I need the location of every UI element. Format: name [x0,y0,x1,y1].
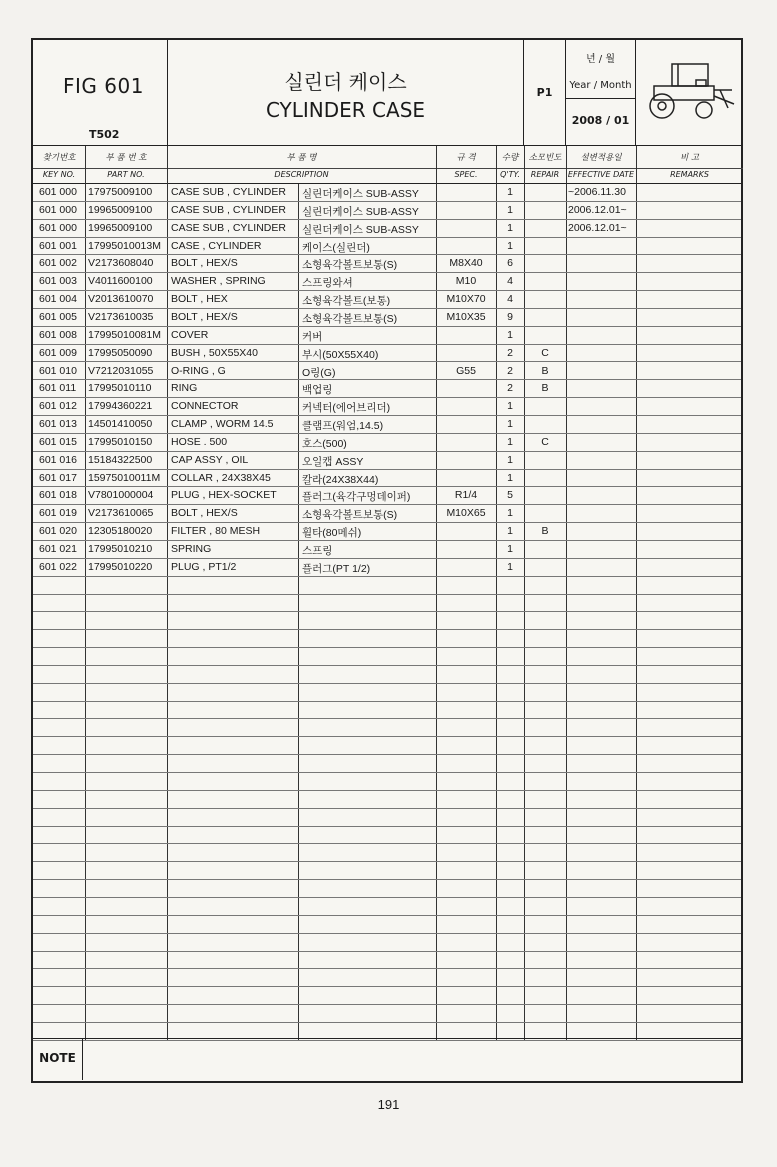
table-row [33,559,741,577]
cell-desc: COLLAR , 24X38X45 [171,471,271,484]
col-remarks-en: REMARKS [670,170,709,179]
col-part-en: PART NO. [107,170,145,179]
cell-kr: 케이스(실린더) [302,241,370,254]
cell-key: 601 000 [39,203,77,216]
cell-qty: 1 [507,418,513,431]
cell-spec: R1/4 [454,489,478,502]
cell-desc: PLUG , PT1/2 [171,560,237,573]
cell-part: 17995010110 [88,382,152,395]
cell-part: V2173610065 [88,507,154,520]
cell-qty: 2 [507,346,513,359]
cell-part: V7801000004 [88,489,154,502]
col-desc-kr: 부 품 명 [286,153,317,163]
year-month-value: 2008 / 01 [571,114,630,127]
cell-kr: 커버 [302,330,323,343]
col-repair-kr: 소모빈도 [528,153,562,163]
empty-row [33,648,741,666]
cell-qty: 1 [507,435,513,448]
empty-row [33,773,741,791]
cell-repair: C [541,435,549,448]
table-row [33,184,741,202]
cell-qty: 2 [507,382,513,395]
cell-qty: 1 [507,507,513,520]
cell-desc: PLUG , HEX-SOCKET [171,489,277,502]
cell-part: 17995050090 [88,346,153,359]
table-row [33,238,741,256]
col-effective-date [566,146,636,184]
col-qty [496,146,524,184]
cell-key: 601 015 [39,435,77,448]
col-part-kr: 부 품 번 호 [105,153,147,163]
cell-part: 17995010150 [88,435,153,448]
cell-qty: 1 [507,525,513,538]
cell-kr: 실린더케이스 SUB-ASSY [302,188,419,200]
tractor-icon [642,60,736,126]
cell-key: 601 008 [39,328,77,341]
cell-key: 601 020 [39,525,77,538]
empty-row [33,755,741,773]
col-spec-kr: 규 격 [456,153,476,163]
col-part-no [85,146,167,184]
cell-qty: 4 [507,293,513,306]
col-spec-en: SPEC. [454,170,478,179]
cell-part: 17975009100 [88,186,153,198]
cell-qty: 1 [507,543,513,555]
cell-eff: 2006.12.01~ [568,203,627,216]
divider [566,98,635,99]
cell-key: 601 001 [39,239,77,252]
cell-key: 601 005 [39,310,77,323]
cell-part: 15184322500 [88,453,153,466]
cell-desc: CASE SUB , CYLINDER [171,221,286,234]
cell-repair: C [541,346,549,359]
fig-cell [33,40,168,146]
note-section [33,1038,741,1081]
cell-key: 601 021 [39,543,77,555]
cell-qty: 1 [507,560,513,573]
page-label: P1 [536,86,553,99]
cell-qty: 2 [507,364,513,377]
table-row [33,470,741,488]
cell-key: 601 002 [39,257,77,270]
cell-part: 17995010013M [88,239,161,252]
cell-part: 17995010081M [88,328,161,341]
table-row [33,327,741,345]
cell-key: 601 004 [39,293,77,306]
table-row [33,487,741,505]
empty-row [33,987,741,1005]
cell-key: 601 019 [39,507,77,520]
cell-kr: 스프링 [302,545,333,557]
cell-key: 601 010 [39,364,77,377]
cell-desc: BOLT , HEX/S [171,507,238,520]
cell-qty: 5 [507,489,513,502]
cell-part: 14501410050 [88,418,153,431]
cell-desc: CONNECTOR [171,400,239,413]
cell-part: V2173608040 [88,257,154,270]
col-key-en: KEY NO. [42,170,76,179]
empty-row [33,934,741,952]
cell-part: 12305180020 [88,525,153,538]
cell-qty: 1 [507,328,513,341]
empty-row [33,577,741,595]
table-row [33,220,741,238]
title-cell [168,40,524,146]
empty-row [33,880,741,898]
cell-kr: 백업링 [302,384,333,397]
cell-kr: 클램프(워엄,14.5) [302,420,384,433]
cell-qty: 9 [507,310,513,323]
empty-row [33,737,741,755]
cell-part: V2173610035 [88,310,154,323]
model-code: T502 [89,128,120,141]
cell-desc: CASE , CYLINDER [171,239,262,252]
cell-desc: COVER [171,328,209,341]
table-row [33,363,741,381]
cell-key: 601 012 [39,400,77,413]
cell-part: V4011600100 [88,275,153,288]
cell-spec: M10X35 [446,310,486,323]
cell-eff: ~2006.11.30 [568,186,626,198]
table-row [33,380,741,398]
page-number: 191 [377,1097,400,1112]
cell-repair: B [541,382,549,395]
cell-key: 601 016 [39,453,77,466]
empty-row [33,916,741,934]
cell-kr: 스프링와셔 [302,277,353,290]
col-qty-kr: 수량 [501,153,519,163]
table-row [33,398,741,416]
cell-desc: BOLT , HEX/S [171,310,238,323]
col-description [167,146,436,184]
col-repair [524,146,566,184]
cell-desc: BUSH , 50X55X40 [171,346,258,359]
cell-key: 601 003 [39,275,77,288]
cell-kr: 소형육각볼트보통(S) [302,509,398,522]
column-header-row [33,146,741,184]
cell-spec: M10X65 [446,507,486,520]
empty-row [33,684,741,702]
empty-row [33,844,741,862]
col-repair-en: REPAIR [530,170,560,179]
cell-spec: M10X70 [446,293,486,306]
cell-key: 601 011 [39,382,77,395]
col-eff-en: EFFECTIVE DATE [567,170,635,179]
cell-kr: 오일캡 ASSY [302,455,364,468]
cell-kr: 호스(500) [302,437,347,450]
col-spec [436,146,496,184]
sheet-header [33,40,741,146]
empty-row [33,720,741,738]
cell-part: 17995010210 [88,543,153,555]
empty-row [33,952,741,970]
title-korean: 실린더 케이스 [284,70,407,94]
table-row [33,291,741,309]
table-row [33,452,741,470]
empty-row [33,969,741,987]
table-row [33,505,741,523]
cell-qty: 1 [507,203,513,216]
cell-qty: 1 [507,186,513,198]
cell-key: 601 013 [39,418,77,431]
cell-part: 17994360221 [88,400,153,413]
cell-qty: 1 [507,221,513,234]
col-remarks-kr: 비 고 [679,153,700,163]
cell-key: 601 017 [39,471,77,484]
cell-desc: CLAMP , WORM 14.5 [171,418,274,431]
cell-eff: 2006.12.01~ [568,221,627,234]
cell-part: 17995010220 [88,560,153,573]
empty-row [33,666,741,684]
cell-desc: FILTER , 80 MESH [171,525,261,538]
fig-number: FIG 601 [63,74,144,98]
table-row [33,541,741,559]
cell-desc: CAP ASSY , OIL [171,453,249,466]
page-cell [524,40,566,146]
table-row [33,255,741,273]
cell-kr: 플러그(육각구멍데이퍼) [302,491,411,504]
cell-spec: G55 [456,364,476,377]
cell-key: 601 000 [39,186,77,198]
parts-list-sheet [31,38,743,1083]
cell-desc: BOLT , HEX [171,293,228,306]
year-month-english: Year / Month [569,80,632,91]
empty-row [33,862,741,880]
empty-row [33,1005,741,1023]
cell-desc: BOLT , HEX/S [171,257,238,270]
cell-desc: HOSE . 500 [171,435,228,448]
empty-row [33,630,741,648]
note-label: NOTE [33,1039,83,1080]
empty-row [33,702,741,720]
empty-row [33,898,741,916]
table-row [33,273,741,291]
cell-part: V2013610070 [88,293,154,306]
cell-kr: 소형육각볼트보통(S) [302,312,398,325]
cell-desc: SPRING [171,543,212,555]
cell-kr: 실린더케이스 SUB-ASSY [302,205,419,218]
table-row [33,416,741,434]
cell-kr: 실린더케이스 SUB-ASSY [302,223,419,236]
cell-desc: CASE SUB , CYLINDER [171,186,286,198]
col-qty-en: Q'TY. [500,170,520,179]
cell-repair: B [541,525,549,538]
empty-row [33,612,741,630]
cell-key: 601 000 [39,221,77,234]
cell-desc: CASE SUB , CYLINDER [171,203,286,216]
cell-kr: 소형육각볼트(보통) [302,295,391,308]
table-row [33,434,741,452]
cell-key: 601 018 [39,489,77,502]
cell-part: 15975010011M [88,471,161,484]
cell-kr: 부시(50X55X40) [302,348,379,361]
cell-part: 19965009100 [88,203,153,216]
year-month-korean: 년 / 월 [585,54,616,65]
table-row [33,345,741,363]
year-month-cell [566,40,636,146]
col-remarks [636,146,743,184]
cell-part: 19965009100 [88,221,153,234]
cell-qty: 1 [507,453,513,466]
cell-key: 601 022 [39,560,77,573]
cell-desc: WASHER , SPRING [171,275,266,288]
tractor-image-cell [636,40,743,146]
empty-row [33,791,741,809]
empty-row [33,827,741,845]
cell-spec: M10 [455,275,477,288]
table-row [33,202,741,220]
cell-repair: B [541,364,549,377]
empty-row [33,595,741,613]
cell-kr: O링(G) [302,366,336,379]
title-english: CYLINDER CASE [265,98,426,122]
table-row [33,523,741,541]
col-key-no [33,146,85,184]
col-eff-kr: 설변적용일 [580,153,622,163]
table-row [33,309,741,327]
empty-row [33,809,741,827]
cell-key: 601 009 [39,346,77,359]
col-desc-en: DESCRIPTION [274,170,329,179]
cell-kr: 커넥터(에어브리더) [302,402,391,415]
cell-qty: 6 [507,257,513,270]
cell-kr: 플러그(PT 1/2) [302,562,371,575]
cell-qty: 1 [507,471,513,484]
cell-kr: 칼라(24X38X44) [302,473,379,486]
cell-spec: M8X40 [449,257,483,270]
cell-kr: 휠타(80메쉬) [302,527,362,540]
cell-part: V7212031055 [88,364,154,377]
cell-desc: RING [171,382,198,395]
cell-kr: 소형육각볼트보통(S) [302,259,398,272]
cell-qty: 1 [507,400,513,413]
cell-qty: 4 [507,275,513,288]
cell-qty: 1 [507,239,513,252]
col-key-kr: 찾기번호 [42,153,76,163]
cell-desc: O-RING , G [171,364,226,377]
